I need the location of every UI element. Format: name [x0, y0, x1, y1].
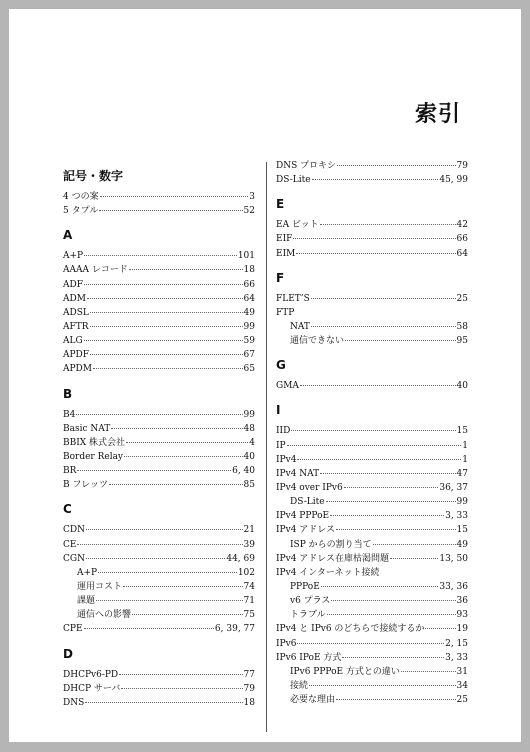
index-subentry [276, 693, 468, 707]
dot-leader [84, 284, 243, 285]
index-entry [276, 651, 468, 665]
entry-term: Basic NAT [63, 423, 111, 434]
entry-term: トラブル [290, 610, 326, 621]
section-heading: D [63, 646, 73, 661]
entry-pages: 40 [456, 381, 468, 392]
dot-leader [300, 385, 456, 386]
dot-leader [336, 529, 456, 530]
index-subentry [276, 495, 468, 509]
dot-leader [109, 484, 243, 485]
index-subentry [63, 580, 255, 594]
entry-pages: 67 [243, 350, 255, 361]
dot-leader [77, 470, 231, 471]
entry-pages: 52 [243, 206, 255, 217]
dot-leader [337, 165, 456, 166]
dot-leader [121, 688, 242, 689]
entry-term: CDN [63, 525, 85, 536]
dot-leader [119, 674, 242, 675]
entry-pages: 64 [456, 248, 468, 259]
section-heading: G [276, 358, 286, 373]
index-subentry [276, 679, 468, 693]
entry-term: DNS プロキシ [276, 161, 337, 171]
section-heading: 記号・数字 [63, 169, 124, 183]
entry-term: DS-Lite [290, 497, 325, 508]
dot-leader [425, 628, 455, 629]
index-subentry [63, 594, 255, 608]
index-entry [63, 422, 255, 436]
dot-leader [345, 340, 456, 341]
entry-term: v6 プラス [290, 596, 331, 607]
column-divider [266, 162, 267, 732]
index-entry [63, 204, 255, 218]
entry-term: 接続 [290, 680, 309, 691]
dot-leader [320, 224, 456, 225]
dot-leader [342, 657, 444, 658]
entry-pages: 3 [249, 192, 255, 202]
entry-pages: 99 [243, 321, 255, 332]
entry-term: IPv6 [276, 638, 297, 649]
entry-term: 運用コスト [77, 581, 123, 592]
index-entry [276, 523, 468, 537]
dot-leader [291, 430, 455, 431]
index-entry [63, 552, 255, 566]
index-entry [276, 218, 468, 232]
index-entry [276, 232, 468, 246]
entry-term: IPv6 PPPoE 方式との違い [290, 666, 400, 677]
index-subentry [63, 608, 255, 622]
entry-pages: 44, 69 [226, 553, 255, 564]
entry-pages: 77 [243, 669, 255, 680]
dot-leader [330, 515, 444, 516]
entry-pages: 93 [456, 610, 468, 621]
entry-term: Border Relay [63, 451, 124, 462]
entry-pages: 99 [243, 409, 255, 420]
entry-term: NAT [290, 321, 310, 332]
entry-term: CGN [63, 553, 85, 564]
index-subentry [276, 538, 468, 552]
dot-leader [344, 487, 439, 488]
entry-pages: 6, 40 [232, 466, 255, 477]
index-entry [63, 306, 255, 320]
index-subentry [63, 566, 255, 580]
index-subentry [276, 608, 468, 622]
entry-term: ADSL [63, 307, 89, 318]
entry-pages: 2, 15 [445, 638, 468, 649]
entry-pages: 101 [237, 251, 255, 262]
dot-leader [373, 544, 456, 545]
index-entry [63, 408, 255, 422]
index-entry [276, 566, 468, 580]
entry-term: DS-Lite [276, 175, 311, 186]
index-column-right [276, 159, 468, 707]
entry-pages: 75 [243, 610, 255, 621]
entry-pages: 3, 33 [445, 511, 468, 522]
entry-pages: 6, 39, 77 [214, 624, 255, 635]
entry-pages: 25 [456, 695, 468, 706]
dot-leader [87, 298, 243, 299]
dot-leader [93, 368, 243, 369]
entry-term: IPv4 インターネット接続 [276, 567, 380, 578]
entry-term: IPv4 と IPv6 のどちらで接続するか [276, 624, 425, 635]
section-heading: E [276, 197, 285, 212]
entry-pages: 102 [237, 567, 255, 578]
page-title: 索引 [414, 102, 461, 127]
entry-pages: 18 [243, 265, 255, 276]
dot-leader [401, 671, 456, 672]
entry-pages: 36, 37 [439, 482, 468, 493]
index-entry [63, 436, 255, 450]
dot-leader [98, 572, 237, 573]
entry-pages: 31 [456, 666, 468, 677]
entry-pages: 25 [456, 293, 468, 304]
index-entry [276, 247, 468, 261]
entry-pages: 13, 50 [439, 553, 468, 564]
entry-term: ADF [63, 279, 83, 290]
entry-pages: 3, 33 [445, 652, 468, 663]
index-entry [276, 173, 468, 187]
entry-pages: 39 [243, 539, 255, 550]
entry-term: ISP からの割り当て [290, 539, 372, 550]
dot-leader [123, 586, 243, 587]
entry-pages: 48 [243, 423, 255, 434]
index-entry [63, 292, 255, 306]
dot-leader [84, 340, 243, 341]
index-entry [63, 464, 255, 478]
dot-leader [336, 699, 456, 700]
entry-pages: 1 [462, 454, 468, 465]
dot-leader [320, 473, 455, 474]
section-heading: I [276, 403, 281, 418]
dot-leader [321, 586, 439, 587]
index-entry [276, 159, 468, 173]
dot-leader [124, 456, 243, 457]
entry-term: DHCPv6-PD [63, 669, 119, 680]
entry-pages: 33, 36 [439, 581, 468, 592]
dot-leader [77, 544, 242, 545]
dot-leader [129, 269, 243, 270]
entry-term: IPv4 [276, 454, 297, 465]
index-entry [63, 249, 255, 263]
dot-leader [90, 354, 243, 355]
entry-term: BR [63, 466, 77, 477]
dot-leader [100, 196, 249, 197]
entry-term: FLET’S [276, 293, 310, 304]
index-entry [63, 320, 255, 334]
entry-term: B フレッツ [63, 480, 109, 491]
index-entry [63, 523, 255, 537]
entry-pages: 71 [243, 596, 255, 607]
entry-term: IPv4 over IPv6 [276, 482, 343, 493]
entry-pages: 47 [456, 468, 468, 479]
dot-leader [311, 326, 456, 327]
index-entry [63, 682, 255, 696]
index-entry [63, 348, 255, 362]
dot-leader [96, 600, 243, 601]
entry-term: FTP [276, 307, 295, 318]
entry-pages: 15 [456, 426, 468, 437]
index-entry [276, 379, 468, 393]
entry-term: IPv4 PPPoE [276, 511, 330, 522]
index-entry [63, 622, 255, 636]
entry-pages: 66 [456, 234, 468, 245]
dot-leader [309, 685, 456, 686]
entry-term: BBIX 株式会社 [63, 437, 126, 448]
index-entry [276, 637, 468, 651]
entry-term: EIM [276, 248, 296, 259]
dot-leader [311, 298, 456, 299]
entry-term: 課題 [77, 596, 96, 607]
dot-leader [84, 255, 237, 256]
index-subentry [276, 665, 468, 679]
entry-pages: 40 [243, 451, 255, 462]
index-entry [276, 622, 468, 636]
dot-leader [326, 501, 456, 502]
entry-term: IID [276, 426, 291, 437]
dot-leader [287, 445, 462, 446]
entry-term: APDF [63, 350, 90, 361]
dot-leader [90, 312, 243, 313]
entry-pages: 79 [456, 161, 468, 171]
entry-term: DNS [63, 697, 85, 708]
entry-pages: 65 [243, 364, 255, 375]
dot-leader [99, 210, 242, 211]
entry-term: A+P [77, 567, 98, 578]
index-entry [63, 263, 255, 277]
entry-term: CE [63, 539, 77, 550]
index-entry [63, 478, 255, 492]
entry-pages: 79 [243, 683, 255, 694]
dot-leader [126, 442, 248, 443]
entry-term: IP [276, 440, 286, 451]
dot-leader [312, 179, 439, 180]
index-entry [276, 292, 468, 306]
index-entry [276, 509, 468, 523]
entry-pages: 66 [243, 279, 255, 290]
index-entry [276, 481, 468, 495]
dot-leader [293, 238, 455, 239]
dot-leader [90, 326, 243, 327]
entry-term: 4 つの案 [63, 192, 99, 202]
entry-term: AAAA レコード [63, 265, 128, 276]
dot-leader [390, 558, 438, 559]
index-entry [63, 278, 255, 292]
entry-pages: 74 [243, 581, 255, 592]
entry-term: AFTR [63, 321, 89, 332]
entry-term: ADM [63, 293, 86, 304]
index-subentry [276, 320, 468, 334]
dot-leader [111, 428, 242, 429]
index-subentry [276, 334, 468, 348]
index-entry [276, 306, 468, 320]
index-entry [63, 334, 255, 348]
entry-pages: 19 [456, 624, 468, 635]
index-entry [63, 450, 255, 464]
entry-term: 通信への影響 [77, 610, 132, 621]
section-heading: A [63, 228, 73, 243]
entry-pages: 21 [243, 525, 255, 536]
index-entry [276, 453, 468, 467]
entry-term: 通信できない [290, 336, 345, 347]
entry-term: APDM [63, 364, 92, 375]
entry-term: EA ビット [276, 220, 319, 231]
entry-pages: 58 [456, 321, 468, 332]
dot-leader [86, 529, 243, 530]
index-page [9, 9, 521, 742]
entry-pages: 4 [249, 437, 255, 448]
dot-leader [85, 702, 242, 703]
dot-leader [331, 600, 455, 601]
entry-term: CPE [63, 624, 83, 635]
section-heading: B [63, 386, 73, 401]
index-entry [63, 190, 255, 204]
entry-pages: 64 [243, 293, 255, 304]
entry-term: ALG [63, 336, 83, 347]
dot-leader [297, 459, 461, 460]
dot-leader [297, 643, 444, 644]
section-heading: C [63, 502, 72, 517]
entry-term: 5 タプル [63, 206, 99, 217]
entry-term: PPPoE [290, 581, 320, 592]
dot-leader [86, 558, 225, 559]
index-entry [276, 424, 468, 438]
index-entry [63, 362, 255, 376]
dot-leader [84, 628, 214, 629]
entry-term: IPv4 NAT [276, 468, 320, 479]
entry-term: GMA [276, 381, 299, 392]
entry-pages: 18 [243, 697, 255, 708]
index-entry [276, 467, 468, 481]
dot-leader [132, 614, 243, 615]
entry-pages: 36 [456, 596, 468, 607]
dot-leader [296, 253, 455, 254]
entry-pages: 95 [456, 336, 468, 347]
entry-pages: 49 [243, 307, 255, 318]
index-subentry [276, 580, 468, 594]
entry-term: IPv4 アドレス在庫枯渇問題 [276, 553, 390, 564]
entry-term: EIF [276, 234, 293, 245]
entry-term: 必要な理由 [290, 695, 336, 706]
entry-term: A+P [63, 251, 84, 262]
entry-pages: 85 [243, 480, 255, 491]
index-entry [63, 696, 255, 710]
index-entry [276, 439, 468, 453]
entry-pages: 49 [456, 539, 468, 550]
index-entry [276, 552, 468, 566]
entry-pages: 34 [456, 680, 468, 691]
entry-pages: 42 [456, 220, 468, 231]
entry-pages: 15 [456, 525, 468, 536]
index-entry [63, 538, 255, 552]
index-column-left [63, 159, 255, 710]
dot-leader [327, 614, 456, 615]
dot-leader [76, 414, 242, 415]
entry-pages: 99 [456, 497, 468, 508]
entry-pages: 59 [243, 336, 255, 347]
entry-pages: 45, 99 [439, 175, 468, 186]
entry-term: B4 [63, 409, 76, 420]
entry-term: IPv6 IPoE 方式 [276, 652, 342, 663]
entry-pages: 1 [462, 440, 468, 451]
section-heading: F [276, 270, 285, 285]
entry-term: DHCP サーバ [63, 683, 121, 694]
index-subentry [276, 594, 468, 608]
index-entry [63, 668, 255, 682]
entry-term: IPv4 アドレス [276, 525, 336, 536]
